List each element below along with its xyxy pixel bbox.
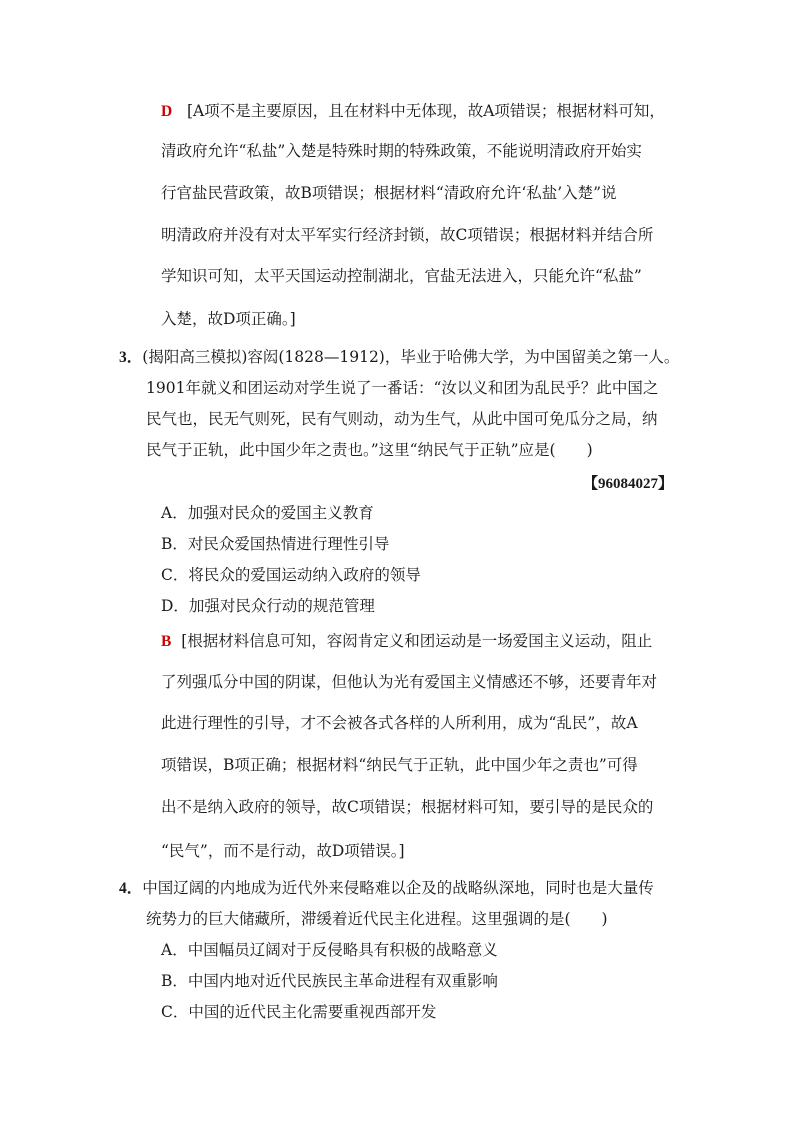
- q3-question-code: 【96084027】: [582, 476, 673, 492]
- q2-explanation-text-1: [A项不是主要原因，且在材料中无体现，故A项错误；根据材料可知，: [186, 102, 665, 120]
- q3-explanation-text-1: [根据材料信息可知，容闳肯定义和团运动是一场爱国主义运动，阻止: [181, 632, 653, 650]
- q3-option-d: D．加强对民众行动的规范管理: [161, 597, 375, 615]
- q2-answer-letter: D: [161, 103, 173, 120]
- q3-option-a: A．加强对民众的爱国主义教育: [161, 504, 374, 522]
- q2-explanation-line-1: [161, 101, 665, 122]
- q4-stem-text-1: 中国辽阔的内地成为近代外来侵略难以企及的战略纵深地，同时也是大量传: [142, 879, 654, 897]
- q2-explanation-line-4: 明清政府并没有对太平军实行经济封锁，故C项错误；根据材料并结合所: [161, 226, 654, 244]
- q4-number: 4．: [119, 880, 143, 897]
- q4-stem-line-2: 统势力的巨大储藏所，滞缓着近代民主化进程。这里强调的是( ): [146, 910, 608, 928]
- q3-number: 3．: [119, 349, 143, 366]
- q3-option-b: B．对民众爱国热情进行理性引导: [161, 535, 390, 553]
- q3-option-c: C．将民众的爱国运动纳入政府的领导: [161, 566, 421, 584]
- q3-explanation-line-4: 项错误，B项正确；根据材料“纳民气于正轨，此中国少年之责也”可得: [161, 756, 638, 774]
- q2-explanation-line-6: 入楚，故D项正确。]: [161, 310, 296, 328]
- q3-answer-letter: B: [161, 633, 172, 650]
- q2-explanation-line-5: 学知识可知，太平天国运动控制湖北，官盐无法进入，只能允许“私盐”: [161, 267, 642, 285]
- q3-stem-line-4: 民气于正轨，此中国少年之责也。”这里“纳民气于正轨”应是( ): [146, 441, 593, 459]
- q3-stem-line-1: [119, 347, 679, 368]
- q3-explanation-line-6: “民气”，而不是行动，故D项错误。]: [161, 842, 405, 860]
- q3-stem-line-2: 1901年就义和团运动对学生说了一番话：“汝以义和团为乱民乎？此中国之: [146, 379, 659, 397]
- q3-explanation-line-1: [161, 631, 652, 652]
- q4-option-a: A．中国幅员辽阔对于反侵略具有积极的战略意义: [161, 941, 498, 959]
- q4-stem-line-1: [119, 878, 654, 899]
- q3-stem-line-3: 民气也，民无气则死，民有气则动，动为生气，从此中国可免瓜分之局，纳: [146, 410, 658, 428]
- q3-explanation-line-2: 了列强瓜分中国的阴谋，但他认为光有爱国主义情感还不够，还要青年对: [161, 673, 658, 691]
- q3-explanation-line-5: 出不是纳入政府的领导，故C项错误；根据材料可知，要引导的是民众的: [161, 798, 654, 816]
- q2-explanation-line-2: 清政府允许“私盐”入楚是特殊时期的特殊政策，不能说明清政府开始实: [161, 142, 642, 160]
- q4-option-c: C．中国的近代民主化需要重视西部开发: [161, 1003, 437, 1021]
- q3-explanation-line-3: 此进行理性的引导，才不会被各式各样的人所利用，成为“乱民”，故A: [161, 714, 638, 732]
- q4-option-b: B．中国内地对近代民族民主革命进程有双重影响: [161, 972, 498, 990]
- q2-explanation-line-3: 行官盐民营政策，故B项错误；根据材料“清政府允许‘私盐’入楚”说: [161, 184, 617, 202]
- q3-stem-text-1: (揭阳高三模拟)容闳(1828—1912)，毕业于哈佛大学，为中国留美之第一人。: [142, 348, 680, 366]
